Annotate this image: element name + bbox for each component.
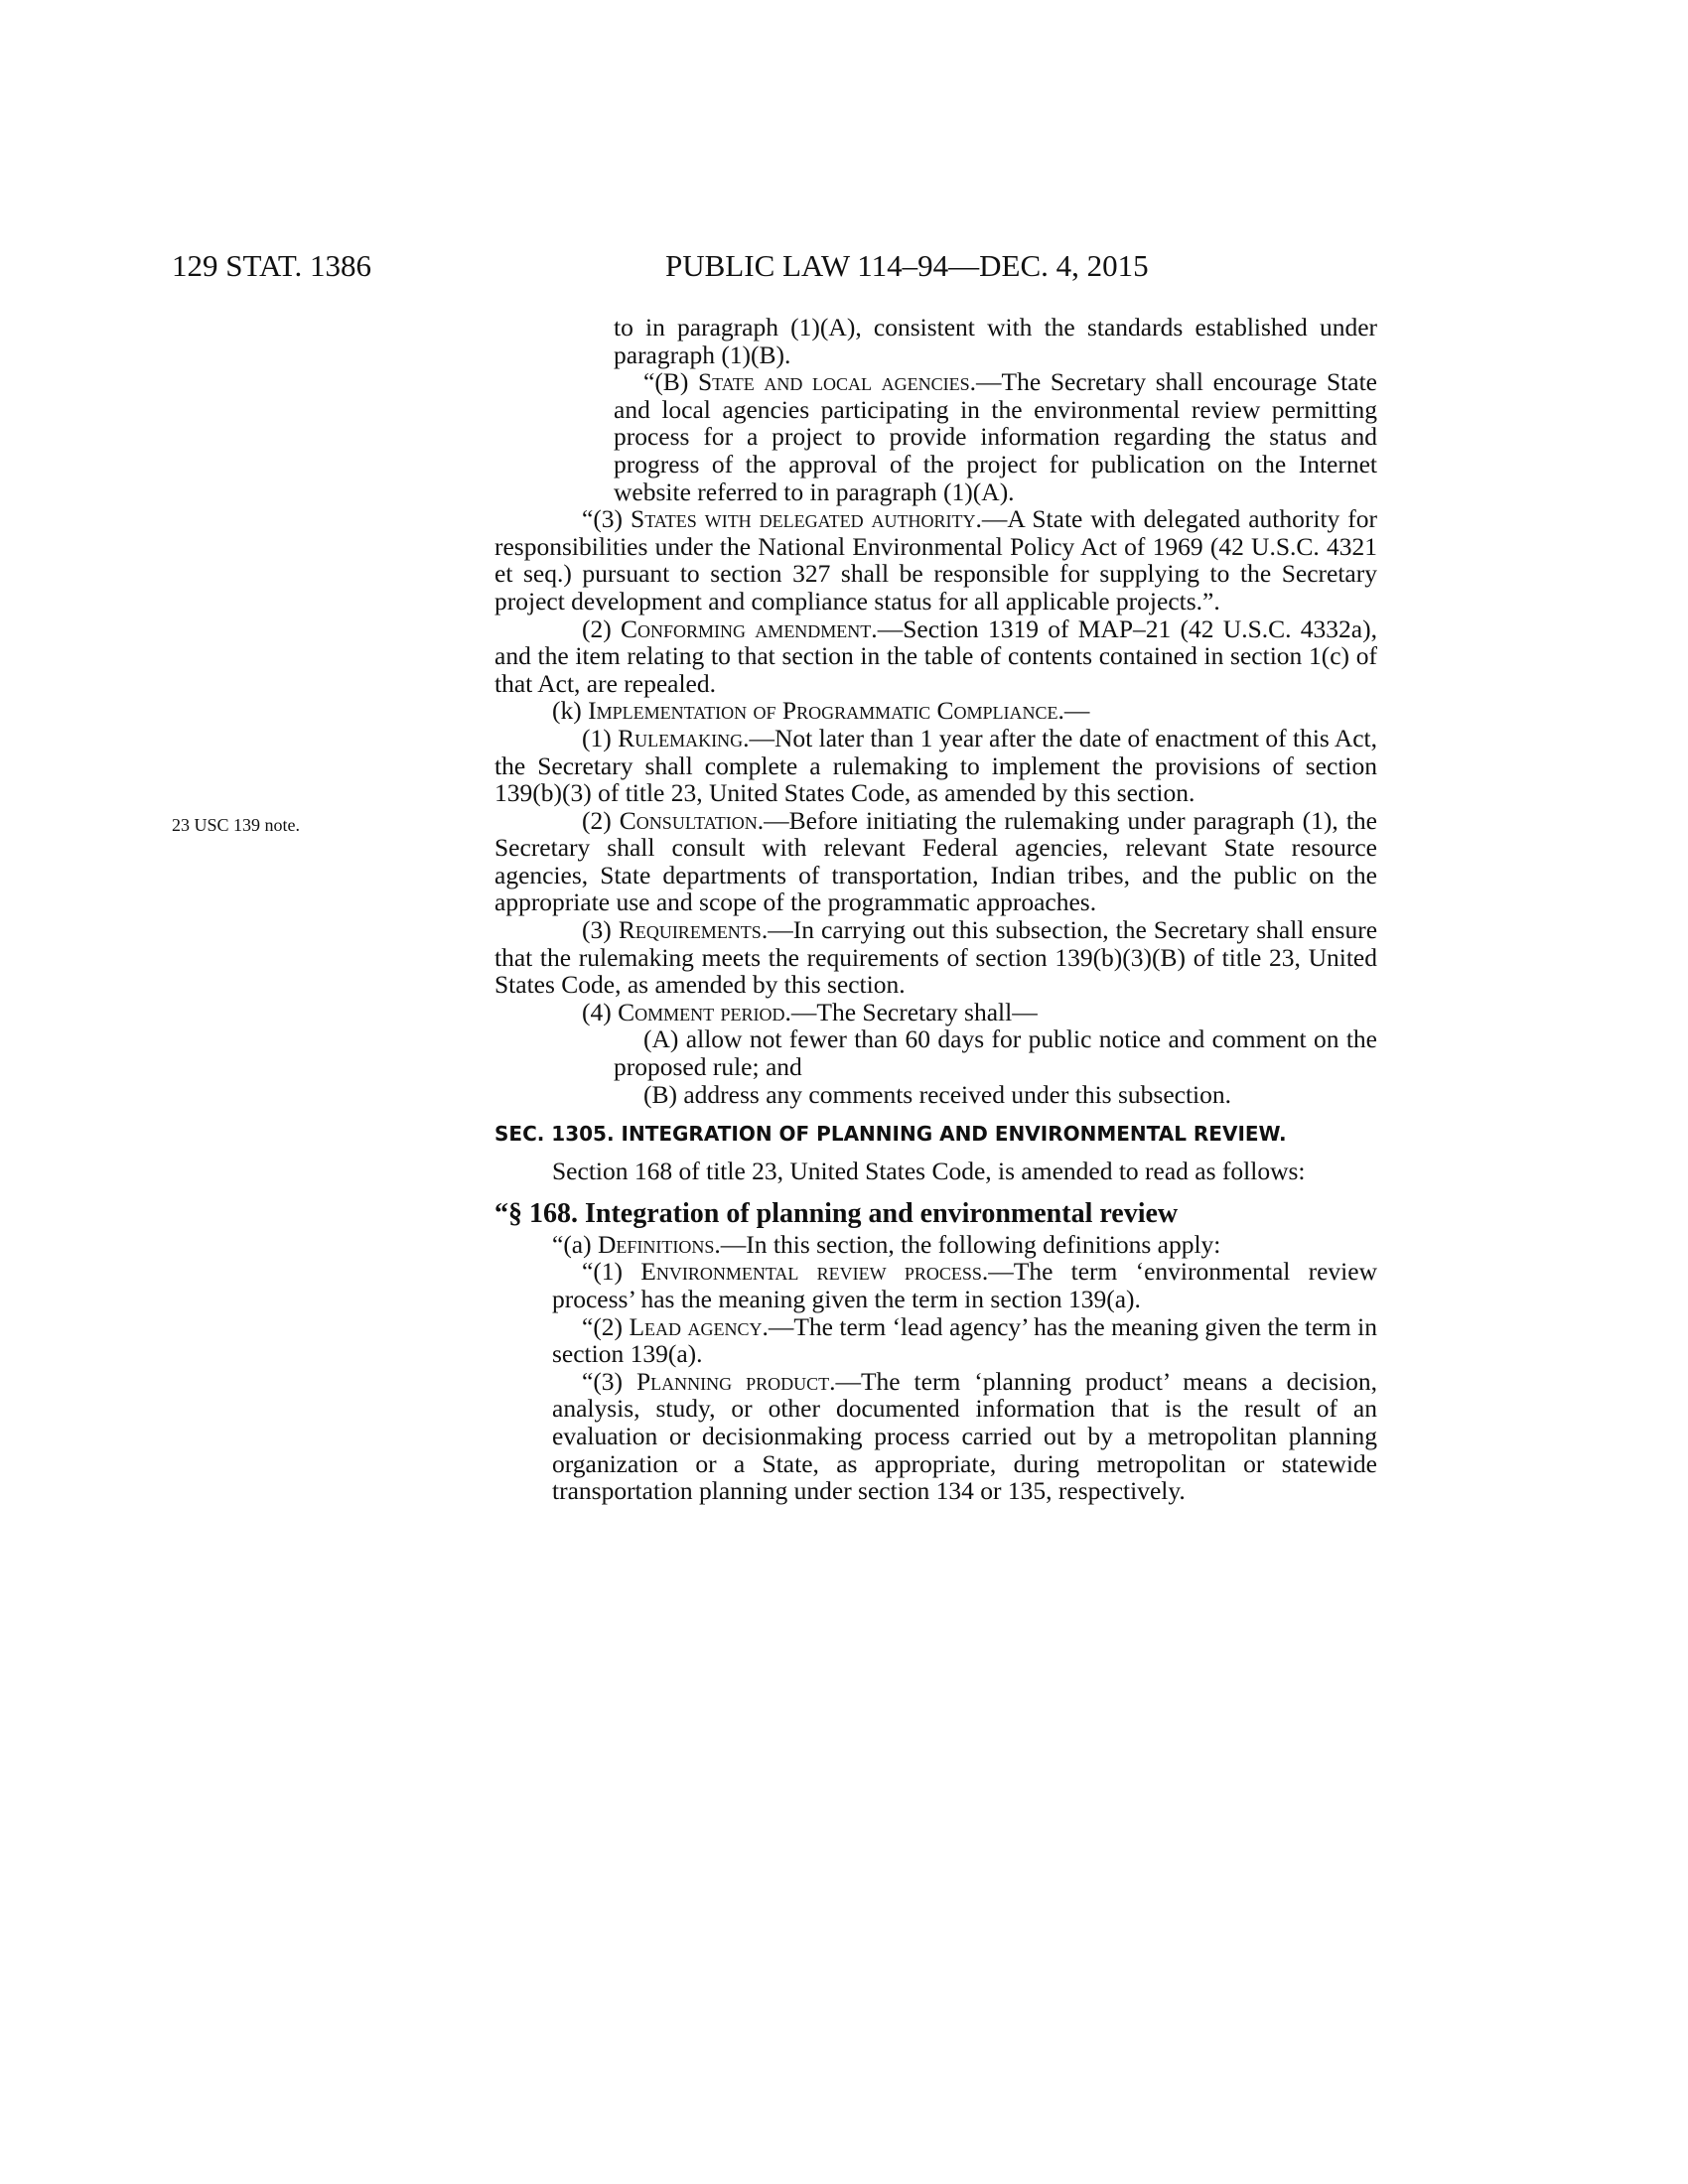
paragraph-heading: Consultation. xyxy=(619,805,765,835)
paragraph-number: (3) xyxy=(582,915,619,945)
margin-note: 23 USC 139 note. xyxy=(172,815,301,835)
paragraph-number: “(1) xyxy=(582,1257,641,1287)
paragraph-number: (k) xyxy=(552,696,589,726)
paragraph-heading: Comment period. xyxy=(618,997,791,1026)
paragraph-text: —Section 1319 of MAP–21 (42 U.S.C. 4332a), and the item relating to that section in the table of contents contained in section 1(c) of that Act, are repealed. xyxy=(494,614,1377,698)
paragraph-number: “(a) xyxy=(552,1229,598,1259)
paragraph-number: “(2) xyxy=(582,1311,630,1341)
paragraph-number: (4) xyxy=(582,997,619,1026)
section-heading: SEC. 1305. INTEGRATION OF PLANNING AND ENVIRONMENTAL REVIEW. xyxy=(494,1122,1287,1147)
paragraph-text: —The term ‘planning product’ means a decision, analysis, study, or other documented information that is the result of an evaluation or decisionmaking process carried out by a metropolitan planning organization or a State, as appropriate, during metropolitan or statewide transportation planning under section 134 or 135, respectively. xyxy=(552,1366,1377,1506)
paragraph-number: “(B) xyxy=(643,367,698,397)
paragraph-number: (2) xyxy=(582,614,622,643)
paragraph-requirements xyxy=(494,916,1377,999)
paragraph-text: — xyxy=(1063,696,1090,726)
paragraph-consultation xyxy=(494,807,1377,916)
paragraph-conforming-amendment xyxy=(494,615,1377,698)
paragraph-amendment-intro: Section 168 of title 23, United States Code, is amended to read as follows: xyxy=(552,1157,1306,1186)
paragraph-text: —The term ‘lead agency’ has the meaning given the term in section 139(a). xyxy=(552,1311,1377,1369)
paragraph-heading: Implementation of Programmatic Compliance. xyxy=(588,696,1064,726)
paragraph-state-local-agencies xyxy=(494,368,1377,505)
statute-page-number: 129 STAT. 1386 xyxy=(172,248,372,283)
paragraph-comment-period xyxy=(494,999,1377,1026)
paragraph-text: —In carrying out this subsection, the Secretary shall ensure that the rulemaking meets the requirements of section 139(b)(3)(B) of title 23, United States Code, as amended by this section. xyxy=(494,915,1378,1000)
paragraph-text: —The term ‘environmental review process’ has the meaning given the term in section 139(a). xyxy=(552,1257,1378,1313)
section-168-heading: “§ 168. Integration of planning and environmental review xyxy=(494,1197,1179,1229)
subparagraph-a: (A) allow not fewer than 60 days for public notice and comment on the proposed rule; and xyxy=(614,1024,1377,1082)
paragraph-states-delegated-authority xyxy=(494,505,1377,614)
paragraph-heading: Conforming amendment. xyxy=(621,614,878,643)
paragraph-continuation: to in paragraph (1)(A), consistent with the standards established under paragraph (1)(B). xyxy=(614,313,1377,369)
subsection-programmatic-compliance xyxy=(494,697,1377,725)
paragraph-rulemaking xyxy=(494,725,1377,807)
definition-environmental-review-process xyxy=(494,1258,1377,1312)
paragraph-text: —Before initiating the rulemaking under paragraph (1), the Secretary shall consult with relevant Federal agencies, relevant State resource agencies, State departments of transportation, Indian tribes, and the public on the appropriate use and scope of the programmatic approaches. xyxy=(494,805,1377,917)
definition-planning-product xyxy=(494,1368,1377,1505)
paragraph-heading: Rulemaking. xyxy=(618,723,750,752)
paragraph-heading: Lead agency. xyxy=(629,1311,769,1341)
paragraph-number: “(3) xyxy=(582,504,632,534)
paragraph-number: (1) xyxy=(582,723,619,752)
paragraph-text: —The Secretary shall— xyxy=(790,997,1038,1026)
paragraph-heading: Planning product. xyxy=(635,1366,836,1396)
paragraph-number: “(3) xyxy=(582,1366,636,1396)
subparagraph-b: (B) address any comments received under this subsection. xyxy=(643,1079,1232,1109)
paragraph-heading: Environmental review process. xyxy=(640,1257,989,1287)
paragraph-number: (2) xyxy=(582,805,620,835)
paragraph-definitions xyxy=(494,1231,1377,1259)
definition-lead-agency xyxy=(494,1313,1377,1368)
paragraph-heading: Definitions. xyxy=(598,1229,721,1259)
page-header xyxy=(0,248,1688,288)
paragraph-heading: Requirements. xyxy=(618,915,769,945)
paragraph-text: —Not later than 1 year after the date of enactment of this Act, the Secretary shall complete a rulemaking to implement the provisions of section 139(b)(3) of title 23, United States Code, as amended by this section. xyxy=(494,723,1378,808)
public-law-title: PUBLIC LAW 114–94—DEC. 4, 2015 xyxy=(665,248,1149,283)
paragraph-heading: States with delegated authority. xyxy=(631,504,982,534)
paragraph-heading: State and local agencies. xyxy=(697,367,977,397)
paragraph-text: —A State with delegated authority for responsibilities under the National Environmental Policy Act of 1969 (42 U.S.C. 4321 et seq.) pursuant to section 327 shall be responsible for supplying to the Secretary project development and compliance status for all applicable projects.”. xyxy=(494,504,1377,615)
document-body xyxy=(494,314,1377,1505)
paragraph-text: —The Secretary shall encourage State and local agencies participating in the environmental review permitting process for a project to provide information regarding the status and progress of the approval of the project for publication on the Internet website referred to in paragraph (1)(A). xyxy=(614,367,1377,506)
paragraph-text: —In this section, the following definitions apply: xyxy=(720,1229,1221,1259)
